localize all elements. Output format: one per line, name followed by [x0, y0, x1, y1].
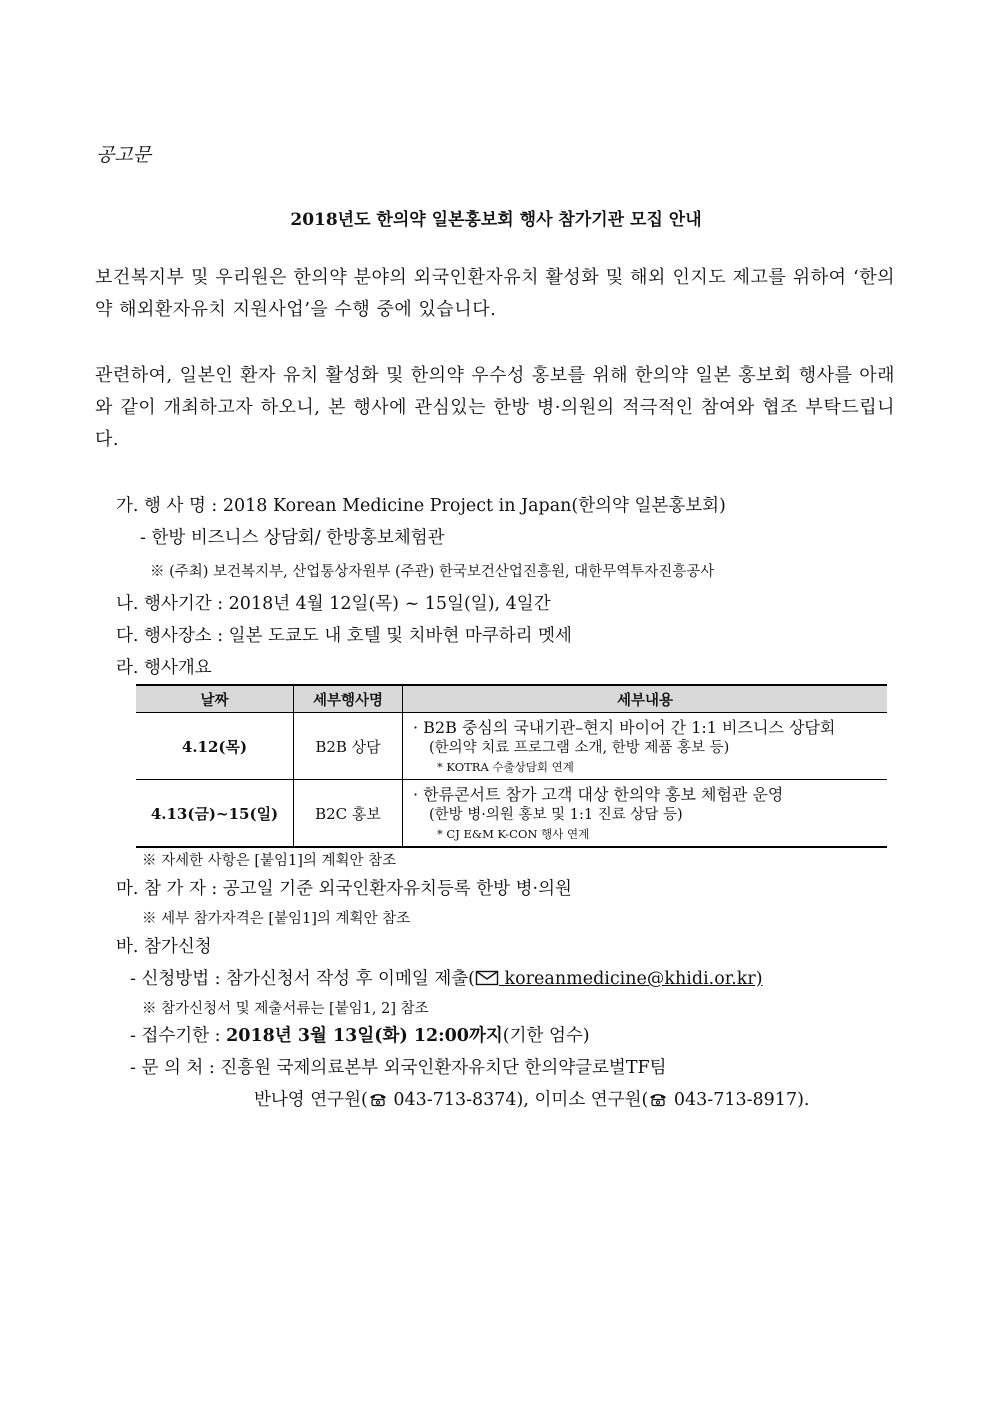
- table-cell-date: 4.12(목): [136, 713, 294, 780]
- contact-persons: [254, 1086, 809, 1112]
- contact-phone-2: 043-713-8917).: [668, 1090, 810, 1110]
- item-event-venue: 다. 행사장소 : 일본 도쿄도 내 호텔 및 치바현 마쿠하리 멧세: [116, 626, 572, 646]
- deadline-suffix: (기한 엄수): [502, 1026, 590, 1046]
- application-deadline: [130, 1022, 590, 1047]
- application-method-text: - 신청방법 : 참가신청서 작성 후 이메일 제출(: [130, 969, 475, 989]
- detail-line: · 한류콘서트 참가 고객 대상 한의약 홍보 체험관 운영: [413, 785, 784, 804]
- table-note: ※ 자세한 사항은 [붙임1]의 계획안 참조: [142, 853, 397, 869]
- table-cell-date: 4.13(금)~15(일): [136, 780, 294, 848]
- item-event-period: 나. 행사기간 : 2018년 4월 12일(목) ~ 15일(일), 4일간: [116, 594, 551, 614]
- notice-label: 공고문: [96, 144, 152, 166]
- email-address: koreanmedicine@khidi.or.kr): [504, 969, 763, 989]
- detail-note: * CJ E&M K-CON 행사 연계: [437, 827, 590, 841]
- table-cell-event: B2C 홍보: [294, 780, 403, 848]
- detail-line: · B2B 중심의 국내기관–현지 바이어 간 1:1 비즈니스 상담회: [413, 718, 836, 737]
- detail-note: * KOTRA 수출상담회 연계: [437, 760, 574, 774]
- contact-office: - 문 의 처 : 진흥원 국제의료본부 외국인환자유치단 한의약글로벌TF팀: [130, 1058, 667, 1078]
- telephone-icon: [368, 1091, 388, 1112]
- detail-line: (한방 병·의원 홍보 및 1:1 진료 상담 등): [429, 807, 683, 823]
- document-title: 2018년도 한의약 일본홍보회 행사 참가기관 모집 안내: [290, 210, 702, 230]
- email-link[interactable]: [475, 969, 763, 989]
- table-row: [136, 780, 887, 848]
- detail-line: (한의약 치료 프로그램 소개, 한방 제품 홍보 등): [429, 740, 730, 756]
- application-method: [130, 965, 763, 991]
- table-cell-event: B2B 상담: [294, 713, 403, 780]
- item-participants: 마. 참 가 자 : 공고일 기준 외국인환자유치등록 한방 병·의원: [116, 879, 572, 899]
- table-row: [136, 713, 887, 780]
- event-overview-table: [136, 684, 887, 848]
- table-header-event: 세부행사명: [294, 685, 403, 713]
- telephone-icon: [648, 1091, 668, 1112]
- deadline-date: 2018년 3월 13일(화) 12:00까지: [226, 1026, 503, 1046]
- item-event-name: 가. 행 사 명 : 2018 Korean Medicine Project in Japan(한의약 일본홍보회): [116, 496, 726, 516]
- item-event-sub: - 한방 비즈니스 상담회/ 한방홍보체험관: [140, 528, 445, 548]
- envelope-icon: [475, 970, 499, 991]
- intro-paragraph-1: 보건복지부 및 우리원은 한의약 분야의 외국인환자유치 활성화 및 해외 인지도 제고를 위하여 ‘한의약 해외환자유치 지원사업’을 수행 중에 있습니다.: [95, 267, 895, 320]
- table-cell-detail: [403, 780, 888, 848]
- application-docs-note: ※ 참가신청서 및 제출서류는 [붙임1, 2] 참조: [142, 1001, 429, 1017]
- deadline-label: - 접수기한 :: [130, 1026, 227, 1046]
- table-header-detail: 세부내용: [403, 685, 888, 713]
- item-event-organizer-note: ※ (주최) 보건복지부, 산업통상자원부 (주관) 한국보건산업진흥원, 대한무역투자진흥공사: [150, 564, 715, 580]
- item-event-overview: 라. 행사개요: [116, 658, 212, 678]
- intro-paragraph-2: 관련하여, 일본인 환자 유치 활성화 및 한의약 우수성 홍보를 위해 한의약 일본 홍보회 행사를 아래와 같이 개최하고자 하오니, 본 행사에 관심있는 한방 병·의원의 적극적인 참여와 협조 부탁드립니다.: [95, 365, 895, 450]
- table-cell-detail: [403, 713, 888, 780]
- item-application: 바. 참가신청: [116, 937, 212, 957]
- table-header-date: 날짜: [136, 685, 294, 713]
- contact-person-1: 반나영 연구원(: [254, 1090, 368, 1110]
- contact-phone-1: 043-713-8374), 이미소 연구원(: [387, 1090, 649, 1110]
- participants-note: ※ 세부 참가자격은 [붙임1]의 계획안 참조: [142, 911, 411, 927]
